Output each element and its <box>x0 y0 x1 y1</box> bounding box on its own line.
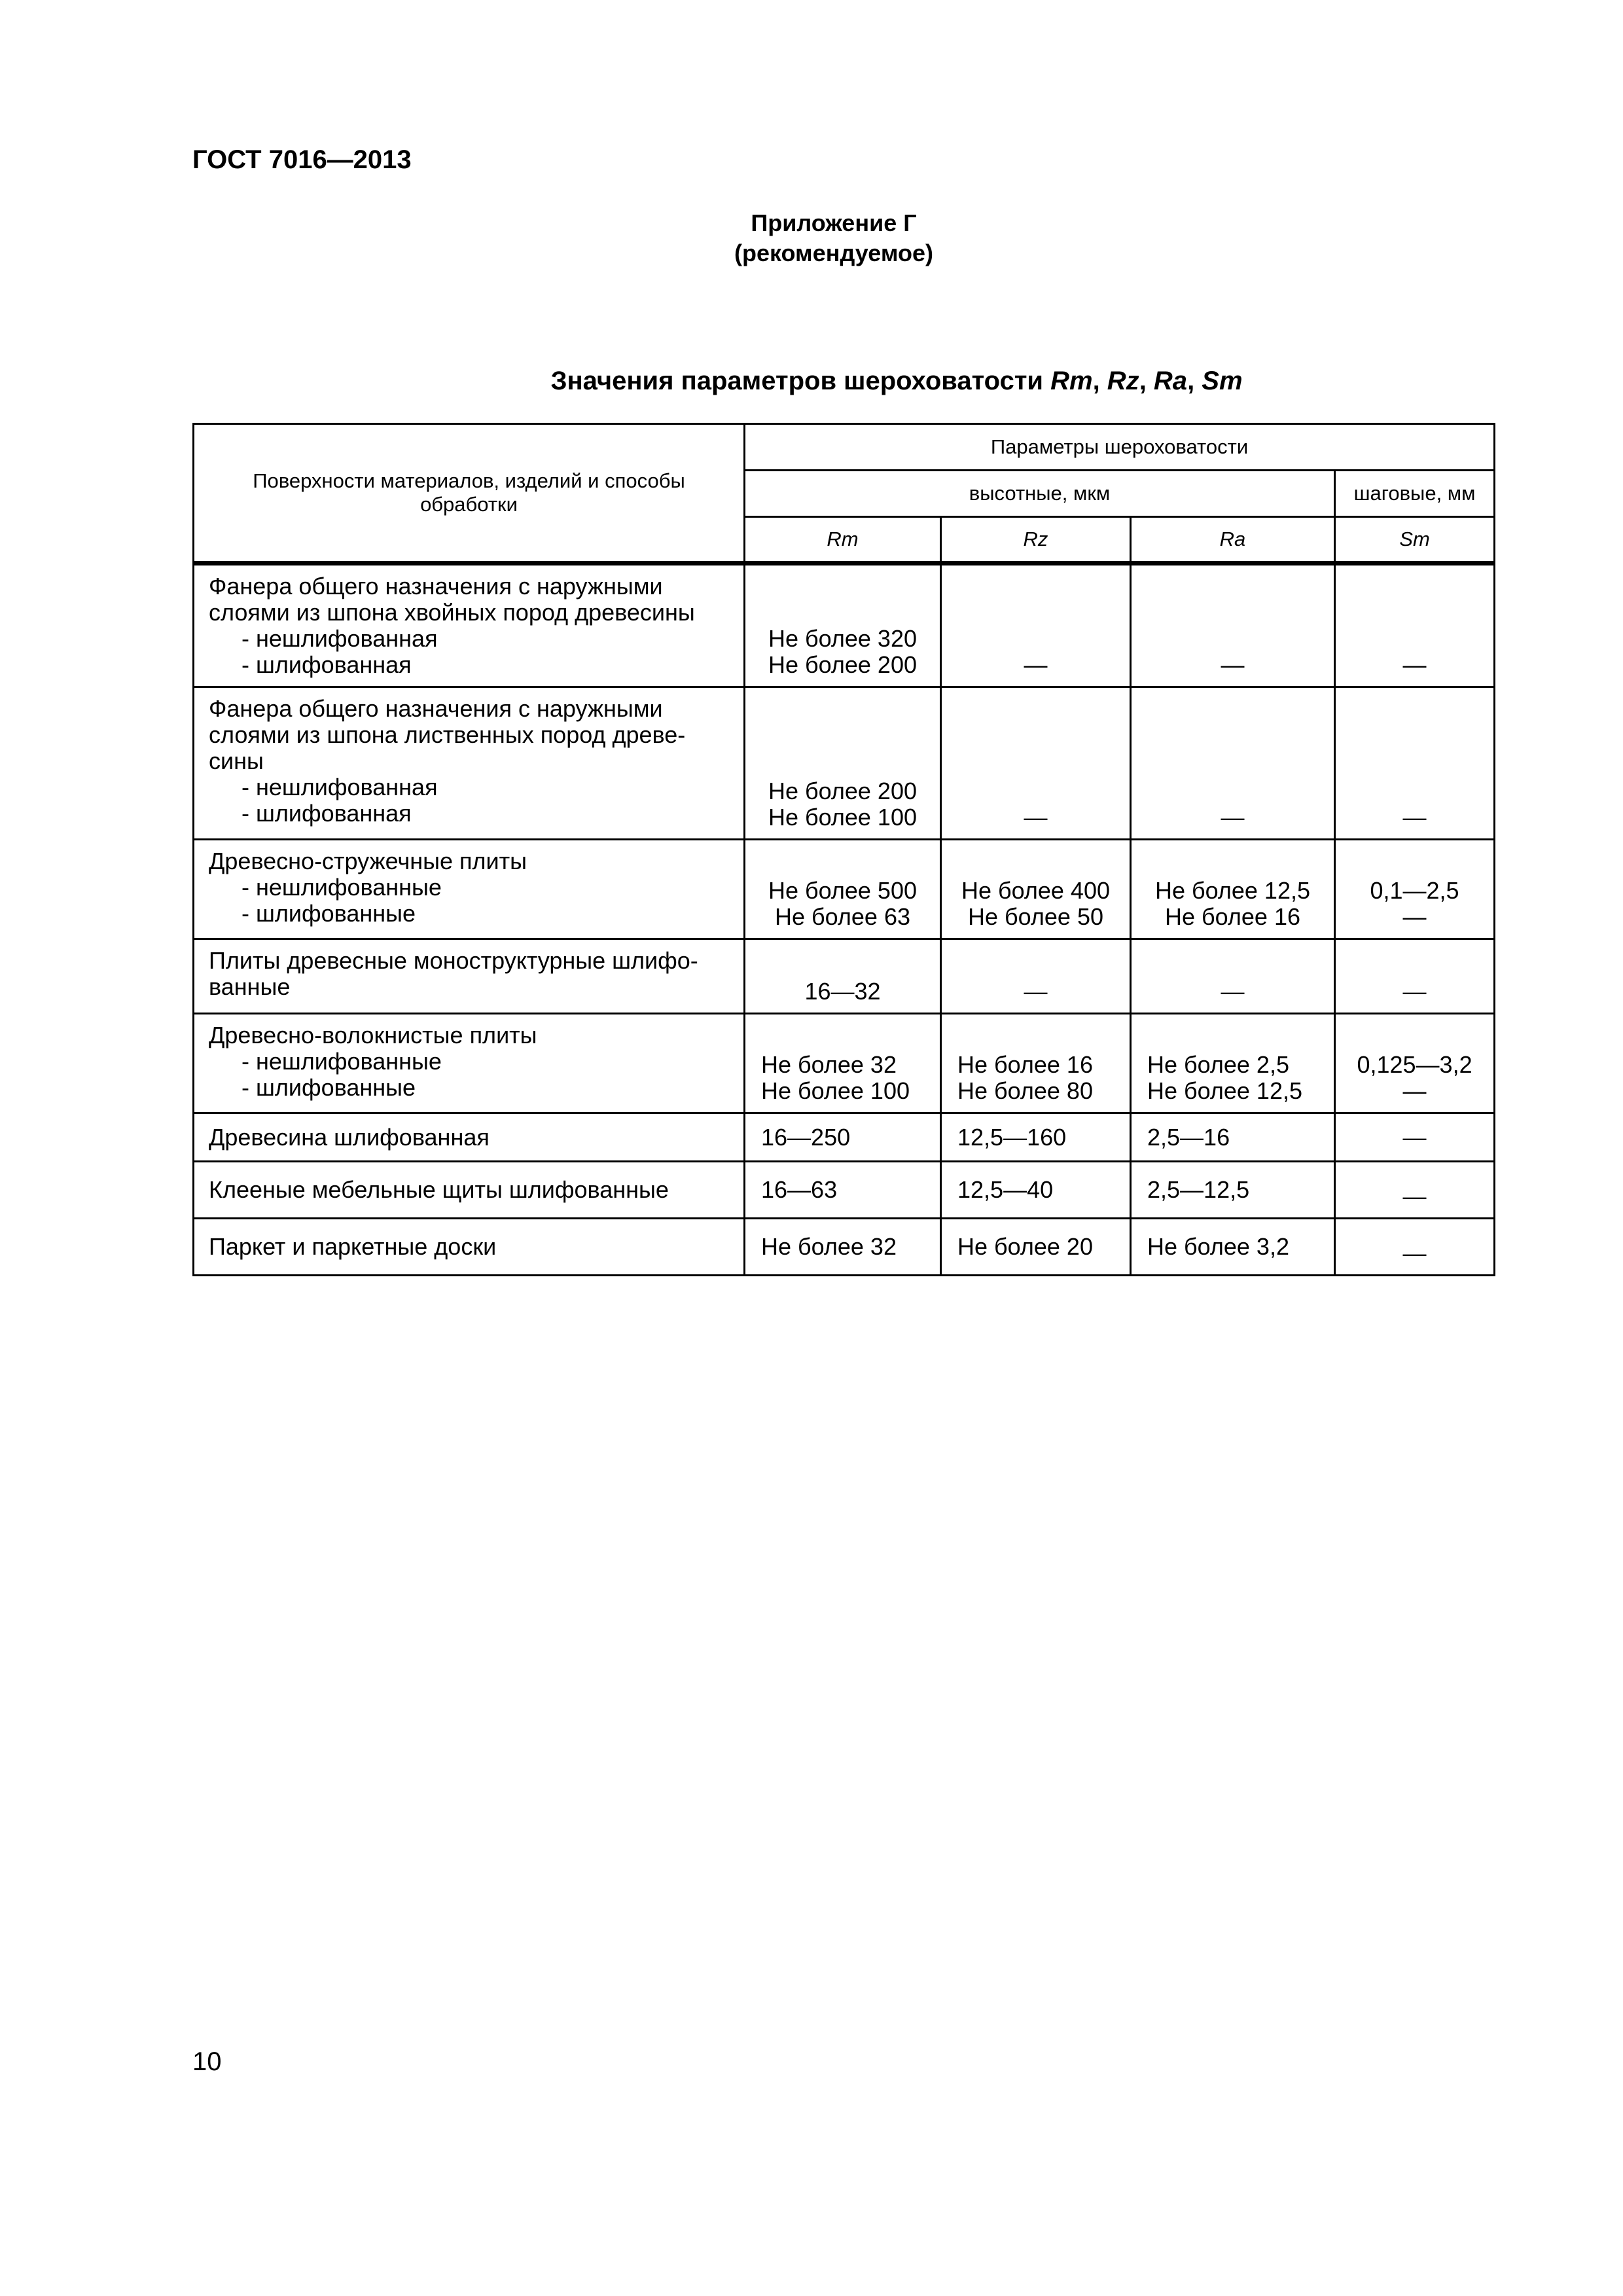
dash: — <box>1402 804 1427 831</box>
dash: — <box>1402 1240 1427 1266</box>
description-subitem: - шлифованная <box>209 652 730 678</box>
title-comma: , <box>1092 367 1107 395</box>
description-line: слоями из шпона лиственных пород древе- <box>209 721 686 748</box>
description-line: Плиты древесные моноструктурные шлифо- <box>209 947 698 974</box>
title-comma: , <box>1187 367 1202 395</box>
value-line: 16—32 <box>804 978 881 1005</box>
value-line: Не более 200 <box>768 778 917 804</box>
table-row <box>194 1014 1495 1113</box>
cell-ra <box>1131 687 1335 840</box>
title-symbol-rz: Rz <box>1107 367 1139 395</box>
header-surfaces: Поверхности материалов, изделий и способы обработки <box>194 424 745 564</box>
annex-title: Приложение Г <box>751 209 917 236</box>
description-line: Паркет и паркетные доски <box>209 1233 497 1260</box>
description-line: Фанера общего назначения с наружными <box>209 573 663 600</box>
cell-rm <box>745 840 941 939</box>
cell-sm <box>1335 1113 1495 1162</box>
value-line: Не более 3,2 <box>1147 1233 1289 1260</box>
cell-rm <box>745 1014 941 1113</box>
description-line: ванные <box>209 973 291 1000</box>
table-row <box>194 840 1495 939</box>
title-symbol-ra: Ra <box>1153 367 1188 395</box>
cell-rz <box>941 1219 1131 1276</box>
cell-ra <box>1131 564 1335 687</box>
description-subitem: - шлифованные <box>209 1075 730 1101</box>
value-line: Не более 12,5 <box>1147 1077 1302 1104</box>
value-line: — <box>1402 1077 1427 1104</box>
value-line: Не более 200 <box>768 651 917 678</box>
cell-rz <box>941 1113 1131 1162</box>
description-subitem: - нешлифованные <box>209 1049 730 1075</box>
value-line: Не более 12,5 <box>1155 877 1310 904</box>
description-line: Древесина шлифованная <box>209 1123 490 1151</box>
header-ra: Ra <box>1131 517 1335 564</box>
value-line: Не более 2,5 <box>1147 1051 1289 1078</box>
dash: — <box>1402 651 1427 678</box>
cell-ra <box>1131 1219 1335 1276</box>
row-description <box>194 840 745 939</box>
cell-ra <box>1131 1014 1335 1113</box>
row-description <box>194 564 745 687</box>
cell-ra <box>1131 1113 1335 1162</box>
row-description <box>194 687 745 840</box>
cell-rz <box>941 564 1131 687</box>
roughness-table <box>192 423 1495 1276</box>
header-rm: Rm <box>745 517 941 564</box>
dash: — <box>1402 1123 1427 1151</box>
dash: — <box>1024 804 1048 831</box>
description-subitem: - шлифованная <box>209 800 730 827</box>
cell-sm <box>1335 1014 1495 1113</box>
dash: — <box>1221 804 1245 831</box>
value-line: 16—63 <box>761 1176 838 1203</box>
value-line: Не более 100 <box>761 1077 910 1104</box>
dash: — <box>1024 651 1048 678</box>
header-step: шаговые, мм <box>1335 471 1495 517</box>
description-line: Древесно-волокнистые плиты <box>209 1022 537 1049</box>
title-symbol-rm: Rm <box>1050 367 1093 395</box>
value-line: Не более 16 <box>957 1051 1093 1078</box>
cell-ra <box>1131 840 1335 939</box>
description-line: слоями из шпона хвойных пород древесины <box>209 599 695 626</box>
table-title <box>85 367 1623 396</box>
value-line: 16—250 <box>761 1123 851 1151</box>
row-description <box>194 1162 745 1219</box>
table-title-text: Значения параметров шероховатости <box>550 367 1051 395</box>
dash: — <box>1024 978 1048 1005</box>
description-subitem: - нешлифованная <box>209 626 730 652</box>
description-subitem: - нешлифованная <box>209 774 730 800</box>
cell-rm <box>745 1219 941 1276</box>
cell-rm <box>745 939 941 1014</box>
cell-rz <box>941 1162 1131 1219</box>
header-params: Параметры шероховатости <box>745 424 1495 471</box>
row-description <box>194 1113 745 1162</box>
cell-rm <box>745 1113 941 1162</box>
table-row <box>194 1113 1495 1162</box>
cell-rz <box>941 687 1131 840</box>
value-line: 2,5—16 <box>1147 1123 1230 1151</box>
value-line: 12,5—160 <box>957 1123 1067 1151</box>
cell-ra <box>1131 939 1335 1014</box>
description-line: Клееные мебельные щиты шлифованные <box>209 1176 669 1203</box>
table-row <box>194 939 1495 1014</box>
cell-rz <box>941 939 1131 1014</box>
value-line: Не более 500 <box>768 877 917 904</box>
cell-sm <box>1335 1219 1495 1276</box>
cell-sm <box>1335 1162 1495 1219</box>
cell-rz <box>941 840 1131 939</box>
value-line: Не более 320 <box>768 625 917 652</box>
cell-rz <box>941 1014 1131 1113</box>
value-line: 0,125—3,2 <box>1357 1051 1472 1078</box>
dash: — <box>1221 651 1245 678</box>
value-line: Не более 32 <box>761 1051 897 1078</box>
cell-rm <box>745 687 941 840</box>
value-line: Не более 400 <box>961 877 1110 904</box>
dash: — <box>1402 1183 1427 1210</box>
value-line: Не более 80 <box>957 1077 1093 1104</box>
description-line: Фанера общего назначения с наружными <box>209 695 663 722</box>
value-line: 2,5—12,5 <box>1147 1176 1250 1203</box>
header-sm: Sm <box>1335 517 1495 564</box>
cell-rm <box>745 564 941 687</box>
standard-designation: ГОСТ 7016—2013 <box>192 145 412 174</box>
annex-subtitle: (рекомендуемое) <box>734 240 933 266</box>
value-line: Не более 50 <box>968 903 1103 930</box>
description-line: Древесно-стружечные плиты <box>209 848 527 874</box>
header-rz: Rz <box>941 517 1131 564</box>
cell-sm <box>1335 687 1495 840</box>
table-row <box>194 564 1495 687</box>
cell-sm <box>1335 939 1495 1014</box>
table-row <box>194 1162 1495 1219</box>
page-number: 10 <box>192 2047 222 2076</box>
value-line: 0,1—2,5 <box>1370 877 1459 904</box>
row-description <box>194 1219 745 1276</box>
header-row <box>194 424 1495 471</box>
value-line: Не более 32 <box>761 1233 897 1260</box>
table-row <box>194 1219 1495 1276</box>
cell-rm <box>745 1162 941 1219</box>
cell-sm <box>1335 564 1495 687</box>
value-line: — <box>1402 903 1427 930</box>
row-description <box>194 1014 745 1113</box>
description-line: сины <box>209 747 264 774</box>
value-line: Не более 16 <box>1165 903 1300 930</box>
cell-ra <box>1131 1162 1335 1219</box>
value-line: 12,5—40 <box>957 1176 1054 1203</box>
dash: — <box>1402 978 1427 1005</box>
header-height: высотные, мкм <box>745 471 1335 517</box>
description-subitem: - нешлифованные <box>209 874 730 901</box>
row-description <box>194 939 745 1014</box>
value-line: Не более 100 <box>768 804 917 831</box>
table-row <box>194 687 1495 840</box>
cell-sm <box>1335 840 1495 939</box>
value-line: Не более 63 <box>775 903 910 930</box>
dash: — <box>1221 978 1245 1005</box>
description-subitem: - шлифованные <box>209 901 730 927</box>
title-symbol-sm: Sm <box>1202 367 1243 395</box>
value-line: Не более 20 <box>957 1233 1093 1260</box>
title-comma: , <box>1139 367 1154 395</box>
